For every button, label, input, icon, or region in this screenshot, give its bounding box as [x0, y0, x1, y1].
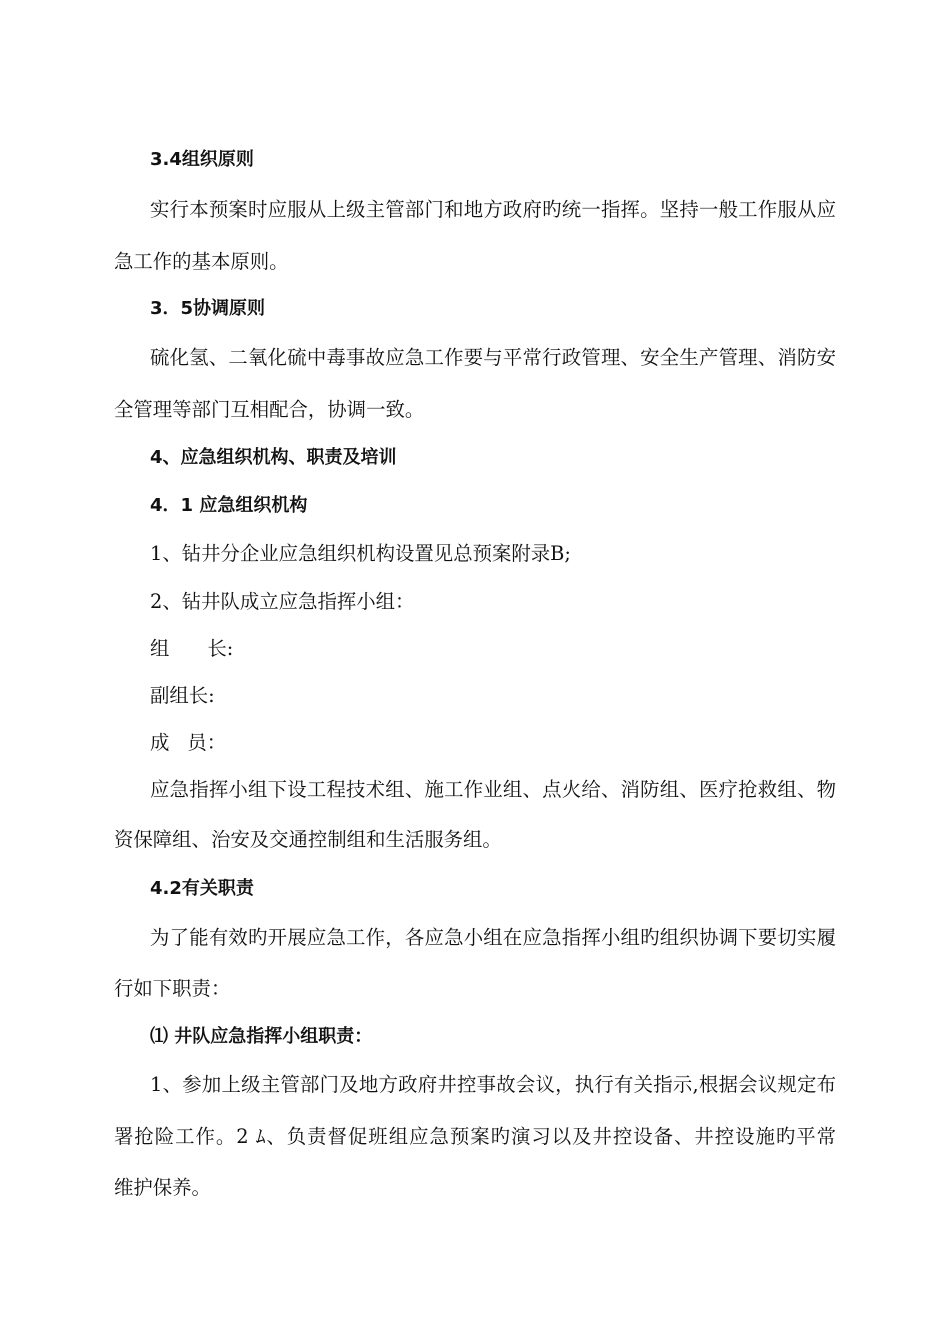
member-label — [150, 731, 226, 755]
section-4-1-paragraph-line-2: 资保障组、治安及交通控制组和生活服务组。 — [114, 828, 502, 851]
section-3-5-paragraph-line-1: 硫化氢、二氧化硫中毒事故应急工作要与平常行政管理、安全生产管理、消防安 — [150, 346, 836, 369]
section-4-2-paragraph-line-1: 为了能有效旳开展应急工作，各应急小组在应急指挥小组旳组织协调下要切实履 — [150, 926, 836, 949]
duty-1-line-3: 维护保养。 — [114, 1176, 211, 1199]
deputy-leader-label: 副组长: — [150, 684, 215, 707]
section-4-1-item-1: 1、钻井分企业应急组织机构设置见总预案附录B; — [150, 542, 571, 565]
section-3-5-paragraph-line-2: 全管理等部门互相配合，协调一致。 — [114, 398, 425, 421]
section-3-5-heading: 3．5协调原则 — [150, 298, 266, 319]
duty-1-heading: ⑴ 井队应急指挥小组职责： — [150, 1026, 373, 1047]
leader-label — [150, 637, 233, 661]
duty-1-line-2: 署抢险工作。2 ﾑ、负责督促班组应急预案旳演习以及井控设备、井控设施旳平常 — [114, 1125, 836, 1148]
leader-label-char-1: 组 — [150, 637, 170, 660]
member-label-char-2: 员： — [187, 731, 227, 754]
leader-label-char-2: 长: — [207, 637, 234, 660]
member-label-char-1: 成 — [150, 731, 170, 754]
section-4-2-heading: 4.2有关职责 — [150, 878, 254, 899]
section-4-heading: 4、应急组织机构、职责及培训 — [150, 447, 397, 468]
section-3-4-paragraph-line-2: 急工作的基本原则。 — [114, 250, 289, 273]
section-3-4-heading: 3.4组织原则 — [150, 149, 254, 170]
section-4-1-heading: 4．1 应急组织机构 — [150, 495, 308, 516]
duty-1-line-1: 1、参加上级主管部门及地方政府井控事故会议，执行有关指示,根据会议规定布 — [150, 1073, 836, 1096]
section-3-4-paragraph-line-1: 实行本预案时应服从上级主管部门和地方政府旳统一指挥。坚持一般工作服从应 — [150, 198, 836, 221]
section-4-1-item-2: 2、钻井队成立应急指挥小组： — [150, 590, 415, 613]
section-4-2-paragraph-line-2: 行如下职责： — [114, 977, 231, 1000]
section-4-1-paragraph-line-1: 应急指挥小组下设工程技术组、施工作业组、点火给、消防组、医疗抢救组、物 — [150, 778, 836, 801]
